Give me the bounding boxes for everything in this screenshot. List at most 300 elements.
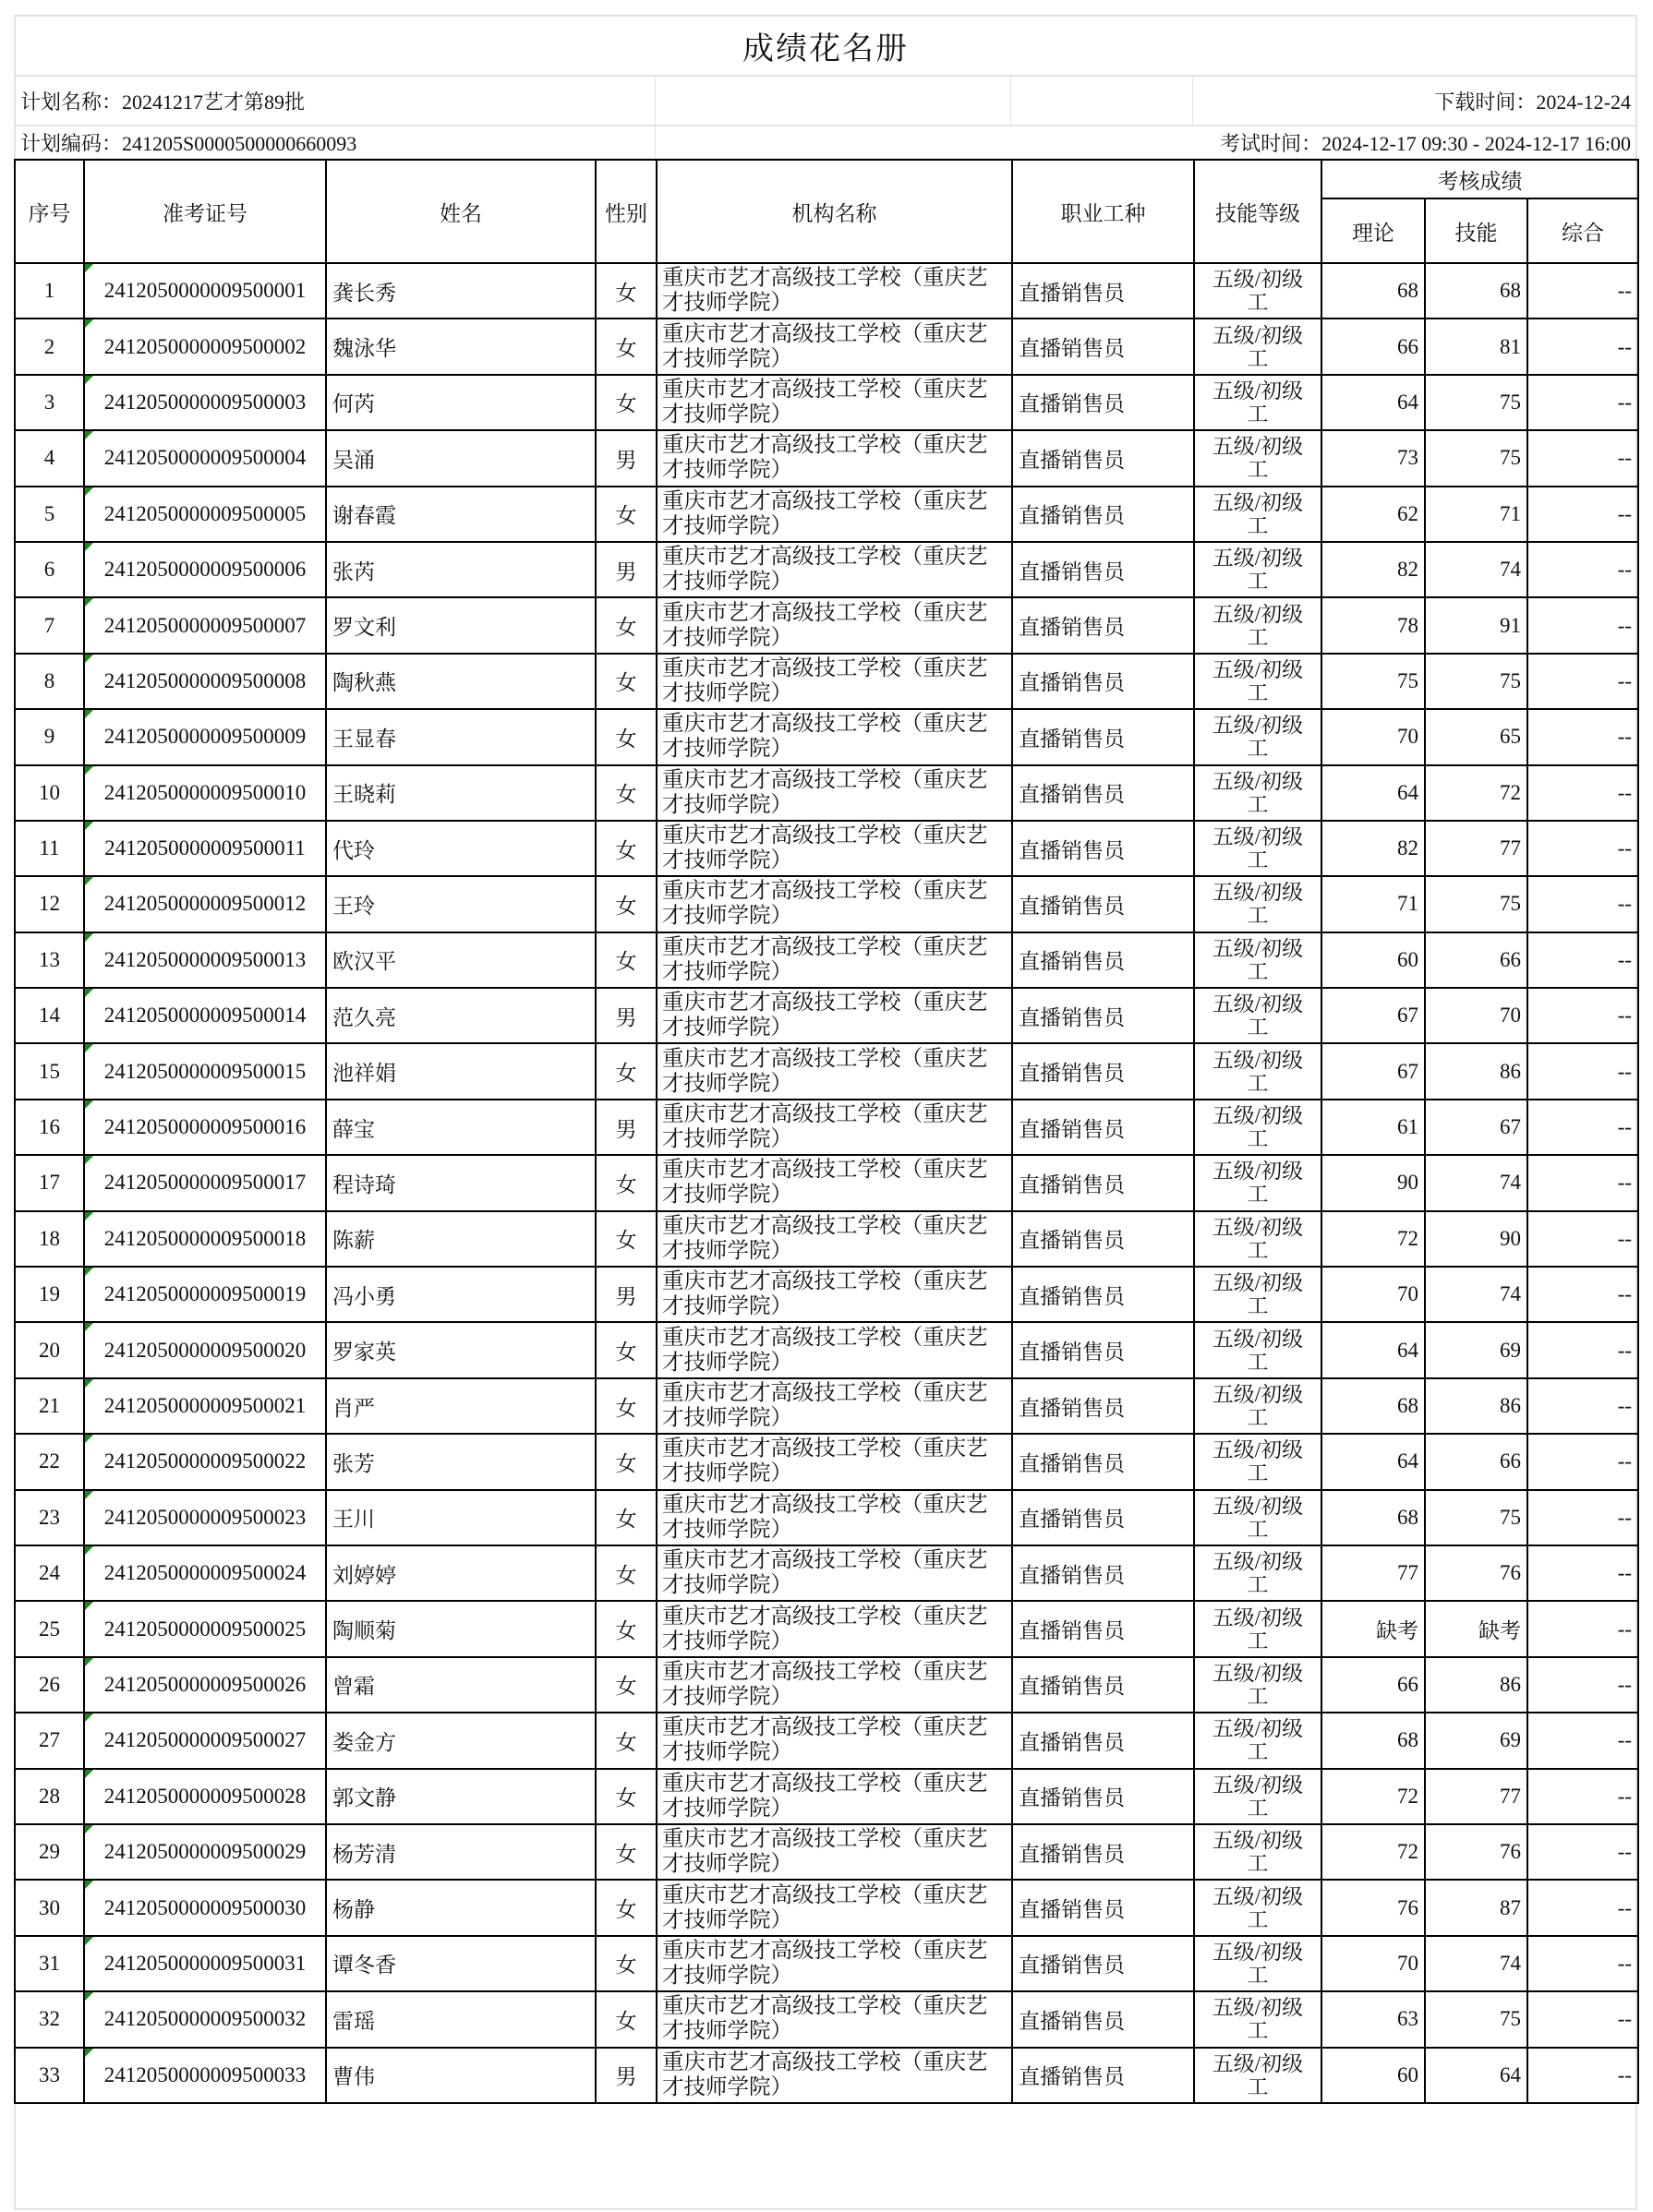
theory-score-cell[interactable] (1321, 1769, 1425, 1824)
gender-cell[interactable] (596, 542, 657, 597)
theory-score-cell[interactable] (1321, 1824, 1425, 1880)
gender-cell[interactable] (596, 597, 657, 653)
org-cell[interactable] (657, 1991, 1012, 2047)
total-score-cell[interactable] (1527, 1322, 1638, 1377)
total-score-cell[interactable] (1527, 263, 1638, 319)
theory-score-cell[interactable] (1321, 1713, 1425, 1768)
ticket-cell[interactable] (84, 1713, 326, 1768)
total-score-cell[interactable] (1527, 1880, 1638, 1935)
total-score-cell[interactable] (1527, 430, 1638, 486)
seq-cell[interactable] (15, 932, 84, 988)
ticket-cell[interactable] (84, 1043, 326, 1099)
theory-score-cell[interactable] (1321, 1936, 1425, 1991)
total-score-cell[interactable] (1527, 1601, 1638, 1656)
total-score-cell[interactable] (1527, 654, 1638, 709)
job-cell[interactable] (1012, 876, 1194, 932)
total-score-cell[interactable] (1527, 1267, 1638, 1322)
skill-score-cell[interactable] (1425, 542, 1527, 597)
level-cell[interactable] (1194, 1769, 1321, 1824)
level-cell[interactable] (1194, 709, 1321, 764)
seq-cell[interactable] (15, 765, 84, 821)
total-score-cell[interactable] (1527, 1434, 1638, 1489)
level-cell[interactable] (1194, 1601, 1321, 1656)
job-cell[interactable] (1012, 1043, 1194, 1099)
theory-score-cell[interactable] (1321, 1100, 1425, 1155)
theory-score-cell[interactable] (1321, 375, 1425, 430)
skill-score-cell[interactable] (1425, 430, 1527, 486)
skill-score-cell[interactable] (1425, 821, 1527, 876)
gender-cell[interactable] (596, 375, 657, 430)
gender-cell[interactable] (596, 654, 657, 709)
org-cell[interactable] (657, 263, 1012, 319)
skill-score-cell[interactable] (1425, 263, 1527, 319)
theory-score-cell[interactable] (1321, 654, 1425, 709)
total-score-cell[interactable] (1527, 542, 1638, 597)
level-cell[interactable] (1194, 2048, 1321, 2103)
skill-score-cell[interactable] (1425, 765, 1527, 821)
name-cell[interactable] (326, 1824, 596, 1880)
level-cell[interactable] (1194, 1155, 1321, 1210)
skill-score-cell[interactable] (1425, 876, 1527, 932)
skill-score-cell[interactable] (1425, 988, 1527, 1043)
ticket-cell[interactable] (84, 765, 326, 821)
total-score-cell[interactable] (1527, 1769, 1638, 1824)
org-cell[interactable] (657, 542, 1012, 597)
name-cell[interactable] (326, 1267, 596, 1322)
ticket-cell[interactable] (84, 876, 326, 932)
job-cell[interactable] (1012, 1155, 1194, 1210)
theory-score-cell[interactable] (1321, 1434, 1425, 1489)
name-cell[interactable] (326, 597, 596, 653)
org-cell[interactable] (657, 1824, 1012, 1880)
theory-score-cell[interactable] (1321, 876, 1425, 932)
job-cell[interactable] (1012, 597, 1194, 653)
name-cell[interactable] (326, 932, 596, 988)
job-cell[interactable] (1012, 1824, 1194, 1880)
seq-cell[interactable] (15, 1991, 84, 2047)
name-cell[interactable] (326, 319, 596, 374)
ticket-cell[interactable] (84, 1769, 326, 1824)
org-cell[interactable] (657, 1601, 1012, 1656)
name-cell[interactable] (326, 1545, 596, 1601)
theory-score-cell[interactable] (1321, 597, 1425, 653)
org-cell[interactable] (657, 319, 1012, 374)
org-cell[interactable] (657, 597, 1012, 653)
theory-score-cell[interactable] (1321, 1657, 1425, 1713)
seq-cell[interactable] (15, 876, 84, 932)
name-cell[interactable] (326, 709, 596, 764)
job-cell[interactable] (1012, 1880, 1194, 1935)
seq-cell[interactable] (15, 1545, 84, 1601)
skill-score-cell[interactable] (1425, 1043, 1527, 1099)
ticket-cell[interactable] (84, 1545, 326, 1601)
ticket-cell[interactable] (84, 709, 326, 764)
seq-cell[interactable] (15, 319, 84, 374)
name-cell[interactable] (326, 1769, 596, 1824)
job-cell[interactable] (1012, 1601, 1194, 1656)
theory-score-cell[interactable] (1321, 1490, 1425, 1545)
job-cell[interactable] (1012, 709, 1194, 764)
level-cell[interactable] (1194, 654, 1321, 709)
org-cell[interactable] (657, 1769, 1012, 1824)
name-cell[interactable] (326, 2048, 596, 2103)
org-cell[interactable] (657, 430, 1012, 486)
job-cell[interactable] (1012, 2048, 1194, 2103)
ticket-cell[interactable] (84, 597, 326, 653)
ticket-cell[interactable] (84, 988, 326, 1043)
theory-score-cell[interactable] (1321, 1545, 1425, 1601)
gender-cell[interactable] (596, 709, 657, 764)
gender-cell[interactable] (596, 932, 657, 988)
skill-score-cell[interactable] (1425, 1378, 1527, 1434)
ticket-cell[interactable] (84, 2048, 326, 2103)
total-score-cell[interactable] (1527, 1211, 1638, 1267)
level-cell[interactable] (1194, 1211, 1321, 1267)
level-cell[interactable] (1194, 1100, 1321, 1155)
theory-score-cell[interactable] (1321, 2048, 1425, 2103)
seq-cell[interactable] (15, 375, 84, 430)
job-cell[interactable] (1012, 1100, 1194, 1155)
skill-score-cell[interactable] (1425, 1155, 1527, 1210)
level-cell[interactable] (1194, 1936, 1321, 1991)
job-cell[interactable] (1012, 1490, 1194, 1545)
theory-score-cell[interactable] (1321, 542, 1425, 597)
seq-cell[interactable] (15, 1267, 84, 1322)
name-cell[interactable] (326, 1713, 596, 1768)
org-cell[interactable] (657, 2048, 1012, 2103)
ticket-cell[interactable] (84, 1267, 326, 1322)
job-cell[interactable] (1012, 1211, 1194, 1267)
seq-cell[interactable] (15, 1378, 84, 1434)
level-cell[interactable] (1194, 1267, 1321, 1322)
total-score-cell[interactable] (1527, 1490, 1638, 1545)
gender-cell[interactable] (596, 2048, 657, 2103)
ticket-cell[interactable] (84, 263, 326, 319)
gender-cell[interactable] (596, 1155, 657, 1210)
job-cell[interactable] (1012, 263, 1194, 319)
job-cell[interactable] (1012, 319, 1194, 374)
job-cell[interactable] (1012, 988, 1194, 1043)
seq-cell[interactable] (15, 542, 84, 597)
job-cell[interactable] (1012, 1657, 1194, 1713)
ticket-cell[interactable] (84, 932, 326, 988)
total-score-cell[interactable] (1527, 1991, 1638, 2047)
skill-score-cell[interactable] (1425, 375, 1527, 430)
total-score-cell[interactable] (1527, 709, 1638, 764)
skill-score-cell[interactable] (1425, 1211, 1527, 1267)
skill-score-cell[interactable] (1425, 1100, 1527, 1155)
skill-score-cell[interactable] (1425, 654, 1527, 709)
skill-score-cell[interactable] (1425, 932, 1527, 988)
job-cell[interactable] (1012, 1434, 1194, 1489)
skill-score-cell[interactable] (1425, 1769, 1527, 1824)
theory-score-cell[interactable] (1321, 709, 1425, 764)
gender-cell[interactable] (596, 1378, 657, 1434)
gender-cell[interactable] (596, 1657, 657, 1713)
level-cell[interactable] (1194, 319, 1321, 374)
total-score-cell[interactable] (1527, 597, 1638, 653)
seq-cell[interactable] (15, 1434, 84, 1489)
level-cell[interactable] (1194, 542, 1321, 597)
seq-cell[interactable] (15, 1824, 84, 1880)
ticket-cell[interactable] (84, 1601, 326, 1656)
skill-score-cell[interactable] (1425, 709, 1527, 764)
level-cell[interactable] (1194, 375, 1321, 430)
gender-cell[interactable] (596, 1043, 657, 1099)
job-cell[interactable] (1012, 1322, 1194, 1377)
name-cell[interactable] (326, 1936, 596, 1991)
ticket-cell[interactable] (84, 1991, 326, 2047)
org-cell[interactable] (657, 1100, 1012, 1155)
gender-cell[interactable] (596, 1991, 657, 2047)
skill-score-cell[interactable] (1425, 1545, 1527, 1601)
name-cell[interactable] (326, 487, 596, 542)
theory-score-cell[interactable] (1321, 1601, 1425, 1656)
name-cell[interactable] (326, 1378, 596, 1434)
ticket-cell[interactable] (84, 319, 326, 374)
skill-score-cell[interactable] (1425, 1880, 1527, 1935)
gender-cell[interactable] (596, 1100, 657, 1155)
job-cell[interactable] (1012, 1713, 1194, 1768)
skill-score-cell[interactable] (1425, 1601, 1527, 1656)
name-cell[interactable] (326, 876, 596, 932)
skill-score-cell[interactable] (1425, 487, 1527, 542)
skill-score-cell[interactable] (1425, 2048, 1527, 2103)
level-cell[interactable] (1194, 1657, 1321, 1713)
org-cell[interactable] (657, 765, 1012, 821)
gender-cell[interactable] (596, 487, 657, 542)
job-cell[interactable] (1012, 1936, 1194, 1991)
job-cell[interactable] (1012, 765, 1194, 821)
theory-score-cell[interactable] (1321, 263, 1425, 319)
name-cell[interactable] (326, 1880, 596, 1935)
theory-score-cell[interactable] (1321, 988, 1425, 1043)
name-cell[interactable] (326, 1601, 596, 1656)
level-cell[interactable] (1194, 1991, 1321, 2047)
seq-cell[interactable] (15, 1601, 84, 1656)
total-score-cell[interactable] (1527, 1043, 1638, 1099)
name-cell[interactable] (326, 1100, 596, 1155)
level-cell[interactable] (1194, 263, 1321, 319)
org-cell[interactable] (657, 932, 1012, 988)
gender-cell[interactable] (596, 1824, 657, 1880)
name-cell[interactable] (326, 1657, 596, 1713)
job-cell[interactable] (1012, 542, 1194, 597)
job-cell[interactable] (1012, 1545, 1194, 1601)
gender-cell[interactable] (596, 1434, 657, 1489)
seq-cell[interactable] (15, 1043, 84, 1099)
gender-cell[interactable] (596, 430, 657, 486)
level-cell[interactable] (1194, 1434, 1321, 1489)
ticket-cell[interactable] (84, 1211, 326, 1267)
theory-score-cell[interactable] (1321, 1043, 1425, 1099)
ticket-cell[interactable] (84, 1155, 326, 1210)
level-cell[interactable] (1194, 1880, 1321, 1935)
seq-cell[interactable] (15, 487, 84, 542)
org-cell[interactable] (657, 1211, 1012, 1267)
total-score-cell[interactable] (1527, 1545, 1638, 1601)
name-cell[interactable] (326, 430, 596, 486)
seq-cell[interactable] (15, 1936, 84, 1991)
org-cell[interactable] (657, 1434, 1012, 1489)
seq-cell[interactable] (15, 1211, 84, 1267)
total-score-cell[interactable] (1527, 319, 1638, 374)
theory-score-cell[interactable] (1321, 319, 1425, 374)
org-cell[interactable] (657, 1267, 1012, 1322)
seq-cell[interactable] (15, 1657, 84, 1713)
name-cell[interactable] (326, 542, 596, 597)
org-cell[interactable] (657, 876, 1012, 932)
total-score-cell[interactable] (1527, 487, 1638, 542)
theory-score-cell[interactable] (1321, 1880, 1425, 1935)
org-cell[interactable] (657, 1545, 1012, 1601)
gender-cell[interactable] (596, 765, 657, 821)
name-cell[interactable] (326, 765, 596, 821)
seq-cell[interactable] (15, 1713, 84, 1768)
gender-cell[interactable] (596, 1545, 657, 1601)
level-cell[interactable] (1194, 1824, 1321, 1880)
gender-cell[interactable] (596, 1267, 657, 1322)
org-cell[interactable] (657, 709, 1012, 764)
org-cell[interactable] (657, 1936, 1012, 1991)
ticket-cell[interactable] (84, 375, 326, 430)
ticket-cell[interactable] (84, 654, 326, 709)
level-cell[interactable] (1194, 932, 1321, 988)
seq-cell[interactable] (15, 821, 84, 876)
job-cell[interactable] (1012, 487, 1194, 542)
name-cell[interactable] (326, 1043, 596, 1099)
theory-score-cell[interactable] (1321, 487, 1425, 542)
gender-cell[interactable] (596, 1936, 657, 1991)
total-score-cell[interactable] (1527, 1936, 1638, 1991)
theory-score-cell[interactable] (1321, 821, 1425, 876)
job-cell[interactable] (1012, 1769, 1194, 1824)
level-cell[interactable] (1194, 988, 1321, 1043)
name-cell[interactable] (326, 1322, 596, 1377)
org-cell[interactable] (657, 1657, 1012, 1713)
level-cell[interactable] (1194, 765, 1321, 821)
skill-score-cell[interactable] (1425, 1657, 1527, 1713)
level-cell[interactable] (1194, 1322, 1321, 1377)
theory-score-cell[interactable] (1321, 765, 1425, 821)
total-score-cell[interactable] (1527, 1713, 1638, 1768)
ticket-cell[interactable] (84, 1434, 326, 1489)
skill-score-cell[interactable] (1425, 1936, 1527, 1991)
ticket-cell[interactable] (84, 1880, 326, 1935)
total-score-cell[interactable] (1527, 988, 1638, 1043)
org-cell[interactable] (657, 375, 1012, 430)
org-cell[interactable] (657, 1155, 1012, 1210)
level-cell[interactable] (1194, 876, 1321, 932)
org-cell[interactable] (657, 988, 1012, 1043)
ticket-cell[interactable] (84, 1490, 326, 1545)
seq-cell[interactable] (15, 709, 84, 764)
name-cell[interactable] (326, 988, 596, 1043)
skill-score-cell[interactable] (1425, 1713, 1527, 1768)
gender-cell[interactable] (596, 319, 657, 374)
seq-cell[interactable] (15, 1490, 84, 1545)
job-cell[interactable] (1012, 1991, 1194, 2047)
seq-cell[interactable] (15, 1769, 84, 1824)
name-cell[interactable] (326, 375, 596, 430)
gender-cell[interactable] (596, 876, 657, 932)
ticket-cell[interactable] (84, 1378, 326, 1434)
total-score-cell[interactable] (1527, 932, 1638, 988)
total-score-cell[interactable] (1527, 1824, 1638, 1880)
skill-score-cell[interactable] (1425, 597, 1527, 653)
theory-score-cell[interactable] (1321, 430, 1425, 486)
job-cell[interactable] (1012, 375, 1194, 430)
ticket-cell[interactable] (84, 1100, 326, 1155)
theory-score-cell[interactable] (1321, 1267, 1425, 1322)
gender-cell[interactable] (596, 1880, 657, 1935)
gender-cell[interactable] (596, 263, 657, 319)
skill-score-cell[interactable] (1425, 1267, 1527, 1322)
name-cell[interactable] (326, 1155, 596, 1210)
name-cell[interactable] (326, 1211, 596, 1267)
name-cell[interactable] (326, 821, 596, 876)
total-score-cell[interactable] (1527, 765, 1638, 821)
job-cell[interactable] (1012, 430, 1194, 486)
seq-cell[interactable] (15, 597, 84, 653)
ticket-cell[interactable] (84, 1936, 326, 1991)
seq-cell[interactable] (15, 430, 84, 486)
gender-cell[interactable] (596, 1211, 657, 1267)
gender-cell[interactable] (596, 1769, 657, 1824)
level-cell[interactable] (1194, 1713, 1321, 1768)
theory-score-cell[interactable] (1321, 1322, 1425, 1377)
level-cell[interactable] (1194, 597, 1321, 653)
job-cell[interactable] (1012, 1267, 1194, 1322)
gender-cell[interactable] (596, 1601, 657, 1656)
seq-cell[interactable] (15, 263, 84, 319)
skill-score-cell[interactable] (1425, 1434, 1527, 1489)
seq-cell[interactable] (15, 1322, 84, 1377)
skill-score-cell[interactable] (1425, 1490, 1527, 1545)
name-cell[interactable] (326, 263, 596, 319)
skill-score-cell[interactable] (1425, 1991, 1527, 2047)
org-cell[interactable] (657, 654, 1012, 709)
theory-score-cell[interactable] (1321, 1155, 1425, 1210)
skill-score-cell[interactable] (1425, 319, 1527, 374)
org-cell[interactable] (657, 1490, 1012, 1545)
job-cell[interactable] (1012, 1378, 1194, 1434)
total-score-cell[interactable] (1527, 821, 1638, 876)
total-score-cell[interactable] (1527, 375, 1638, 430)
name-cell[interactable] (326, 1434, 596, 1489)
level-cell[interactable] (1194, 821, 1321, 876)
skill-score-cell[interactable] (1425, 1824, 1527, 1880)
seq-cell[interactable] (15, 988, 84, 1043)
name-cell[interactable] (326, 1490, 596, 1545)
seq-cell[interactable] (15, 1880, 84, 1935)
level-cell[interactable] (1194, 1043, 1321, 1099)
theory-score-cell[interactable] (1321, 1378, 1425, 1434)
skill-score-cell[interactable] (1425, 1322, 1527, 1377)
level-cell[interactable] (1194, 1545, 1321, 1601)
seq-cell[interactable] (15, 1155, 84, 1210)
org-cell[interactable] (657, 821, 1012, 876)
level-cell[interactable] (1194, 430, 1321, 486)
seq-cell[interactable] (15, 1100, 84, 1155)
theory-score-cell[interactable] (1321, 1991, 1425, 2047)
level-cell[interactable] (1194, 487, 1321, 542)
gender-cell[interactable] (596, 1322, 657, 1377)
job-cell[interactable] (1012, 821, 1194, 876)
ticket-cell[interactable] (84, 821, 326, 876)
org-cell[interactable] (657, 1880, 1012, 1935)
gender-cell[interactable] (596, 821, 657, 876)
